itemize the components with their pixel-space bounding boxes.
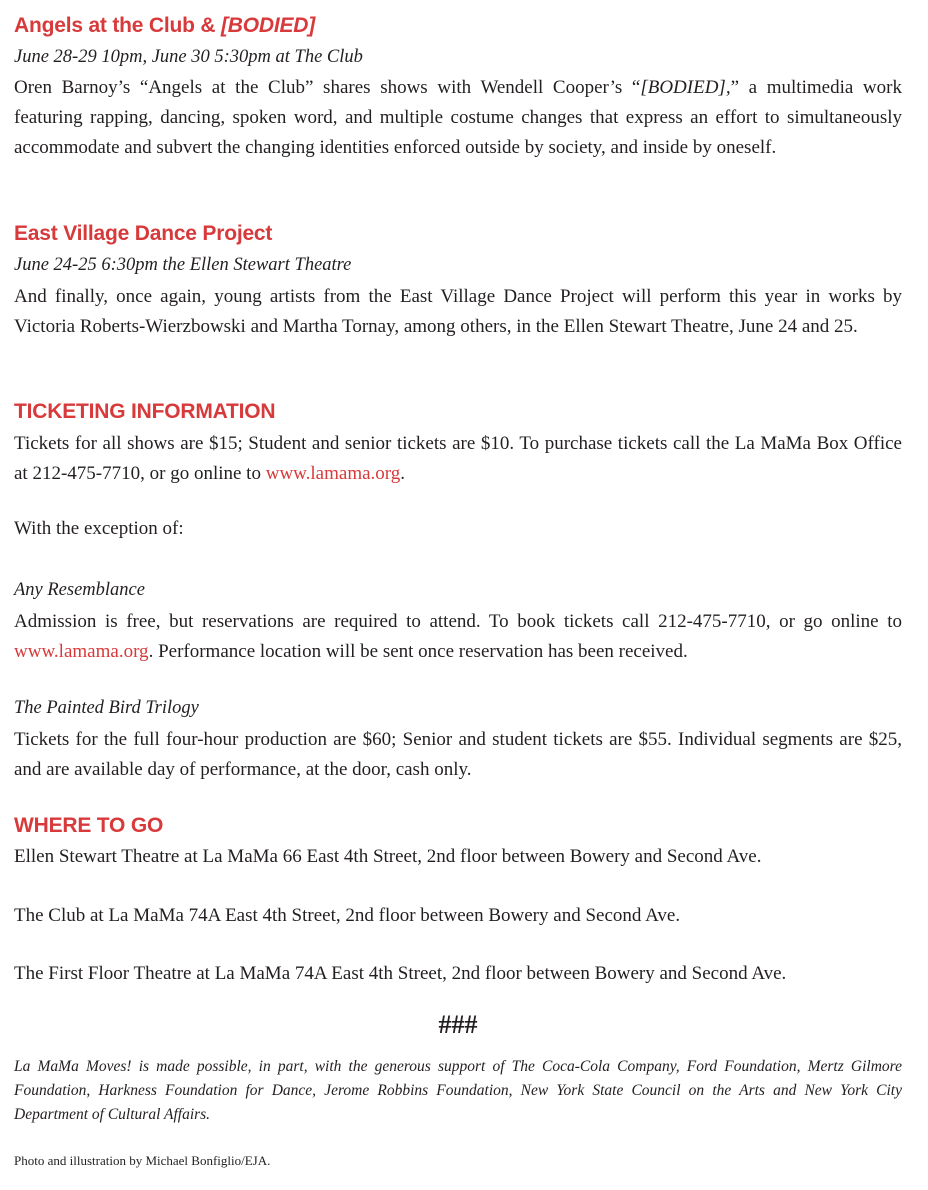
any-resemblance-title: Any Resemblance	[14, 580, 145, 600]
photo-credit: Photo and illustration by Michael Bonfiglio/EJA.	[14, 1153, 271, 1168]
lamama-link[interactable]: www.lamama.org	[14, 641, 149, 662]
heading-evdp: East Village Dance Project	[14, 222, 273, 245]
painted-bird-body: Tickets for the full four-hour production are $60; Senior and student tickets are $55. Individual segments are $25, and are available day of performance, at the door, cash only.	[14, 729, 902, 780]
lamama-link[interactable]: www.lamama.org	[265, 463, 401, 484]
body-angels-italic: [BODIED],	[640, 77, 731, 98]
heading-ticketing: TICKETING INFORMATION	[14, 400, 276, 423]
heading-angels-italic: [BODIED]	[220, 14, 316, 37]
painted-bird-title: The Painted Bird Trilogy	[14, 698, 199, 718]
any-resemblance-body	[14, 607, 902, 667]
funding-credits: La MaMa Moves! is made possible, in part, with the generous support of The Coca-Cola Company, Ford Foundation, Mertz Gilmore Foundation, Harkness Foundation for Dance, Jerome Robbins Foundation, New York State Council on the Arts and New York City Department of Cultural Affairs.	[14, 1058, 902, 1123]
body-ticketing-pre: Tickets for all shows are $15; Student and senior tickets are $10. To purchase tickets call the La MaMa Box Office at 212-475-7710, or go online to	[14, 433, 902, 484]
schedule-evdp: June 24-25 6:30pm the Ellen Stewart Theatre	[14, 255, 352, 275]
body-ticketing-post: .	[400, 463, 406, 484]
body-evdp: And finally, once again, young artists from the East Village Dance Project will perform this year in works by Victoria Roberts-Wierzbowski and Martha Tornay, among others, in the Ellen Stewart Theatre, June 24 and 25.	[14, 286, 902, 337]
any-resemblance-pre: Admission is free, but reservations are required to attend. To book tickets call 212-475-7710, or go online to	[14, 611, 902, 632]
body-angels-pre: Oren Barnoy’s “Angels at the Club” shares shows with Wendell Cooper’s “	[14, 77, 641, 98]
body-ticketing	[14, 429, 902, 489]
venue-the-club: The Club at La MaMa 74A East 4th Street, 2nd floor between Bowery and Second Ave.	[14, 905, 681, 926]
heading-angels	[14, 14, 315, 38]
venue-ellen-stewart: Ellen Stewart Theatre at La MaMa 66 East 4th Street, 2nd floor between Bowery and Second Ave.	[14, 846, 762, 867]
venue-first-floor: The First Floor Theatre at La MaMa 74A East 4th Street, 2nd floor between Bowery and Second Ave.	[14, 963, 787, 984]
end-mark: ###	[438, 1010, 478, 1039]
body-angels-post: ” a multimedia work featuring rapping, dancing, spoken word, and multiple costume changes that express an effort to simultaneously accommodate and subvert the changing identities enforced outside by society, and inside by oneself.	[14, 77, 902, 158]
heading-angels-main: Angels at the Club &	[14, 14, 221, 37]
heading-where: WHERE TO GO	[14, 814, 164, 837]
exception-note: With the exception of:	[14, 518, 184, 539]
body-angels	[14, 73, 902, 163]
schedule-angels: June 28-29 10pm, June 30 5:30pm at The Club	[14, 47, 363, 67]
any-resemblance-post: . Performance location will be sent once reservation has been received.	[148, 641, 688, 662]
